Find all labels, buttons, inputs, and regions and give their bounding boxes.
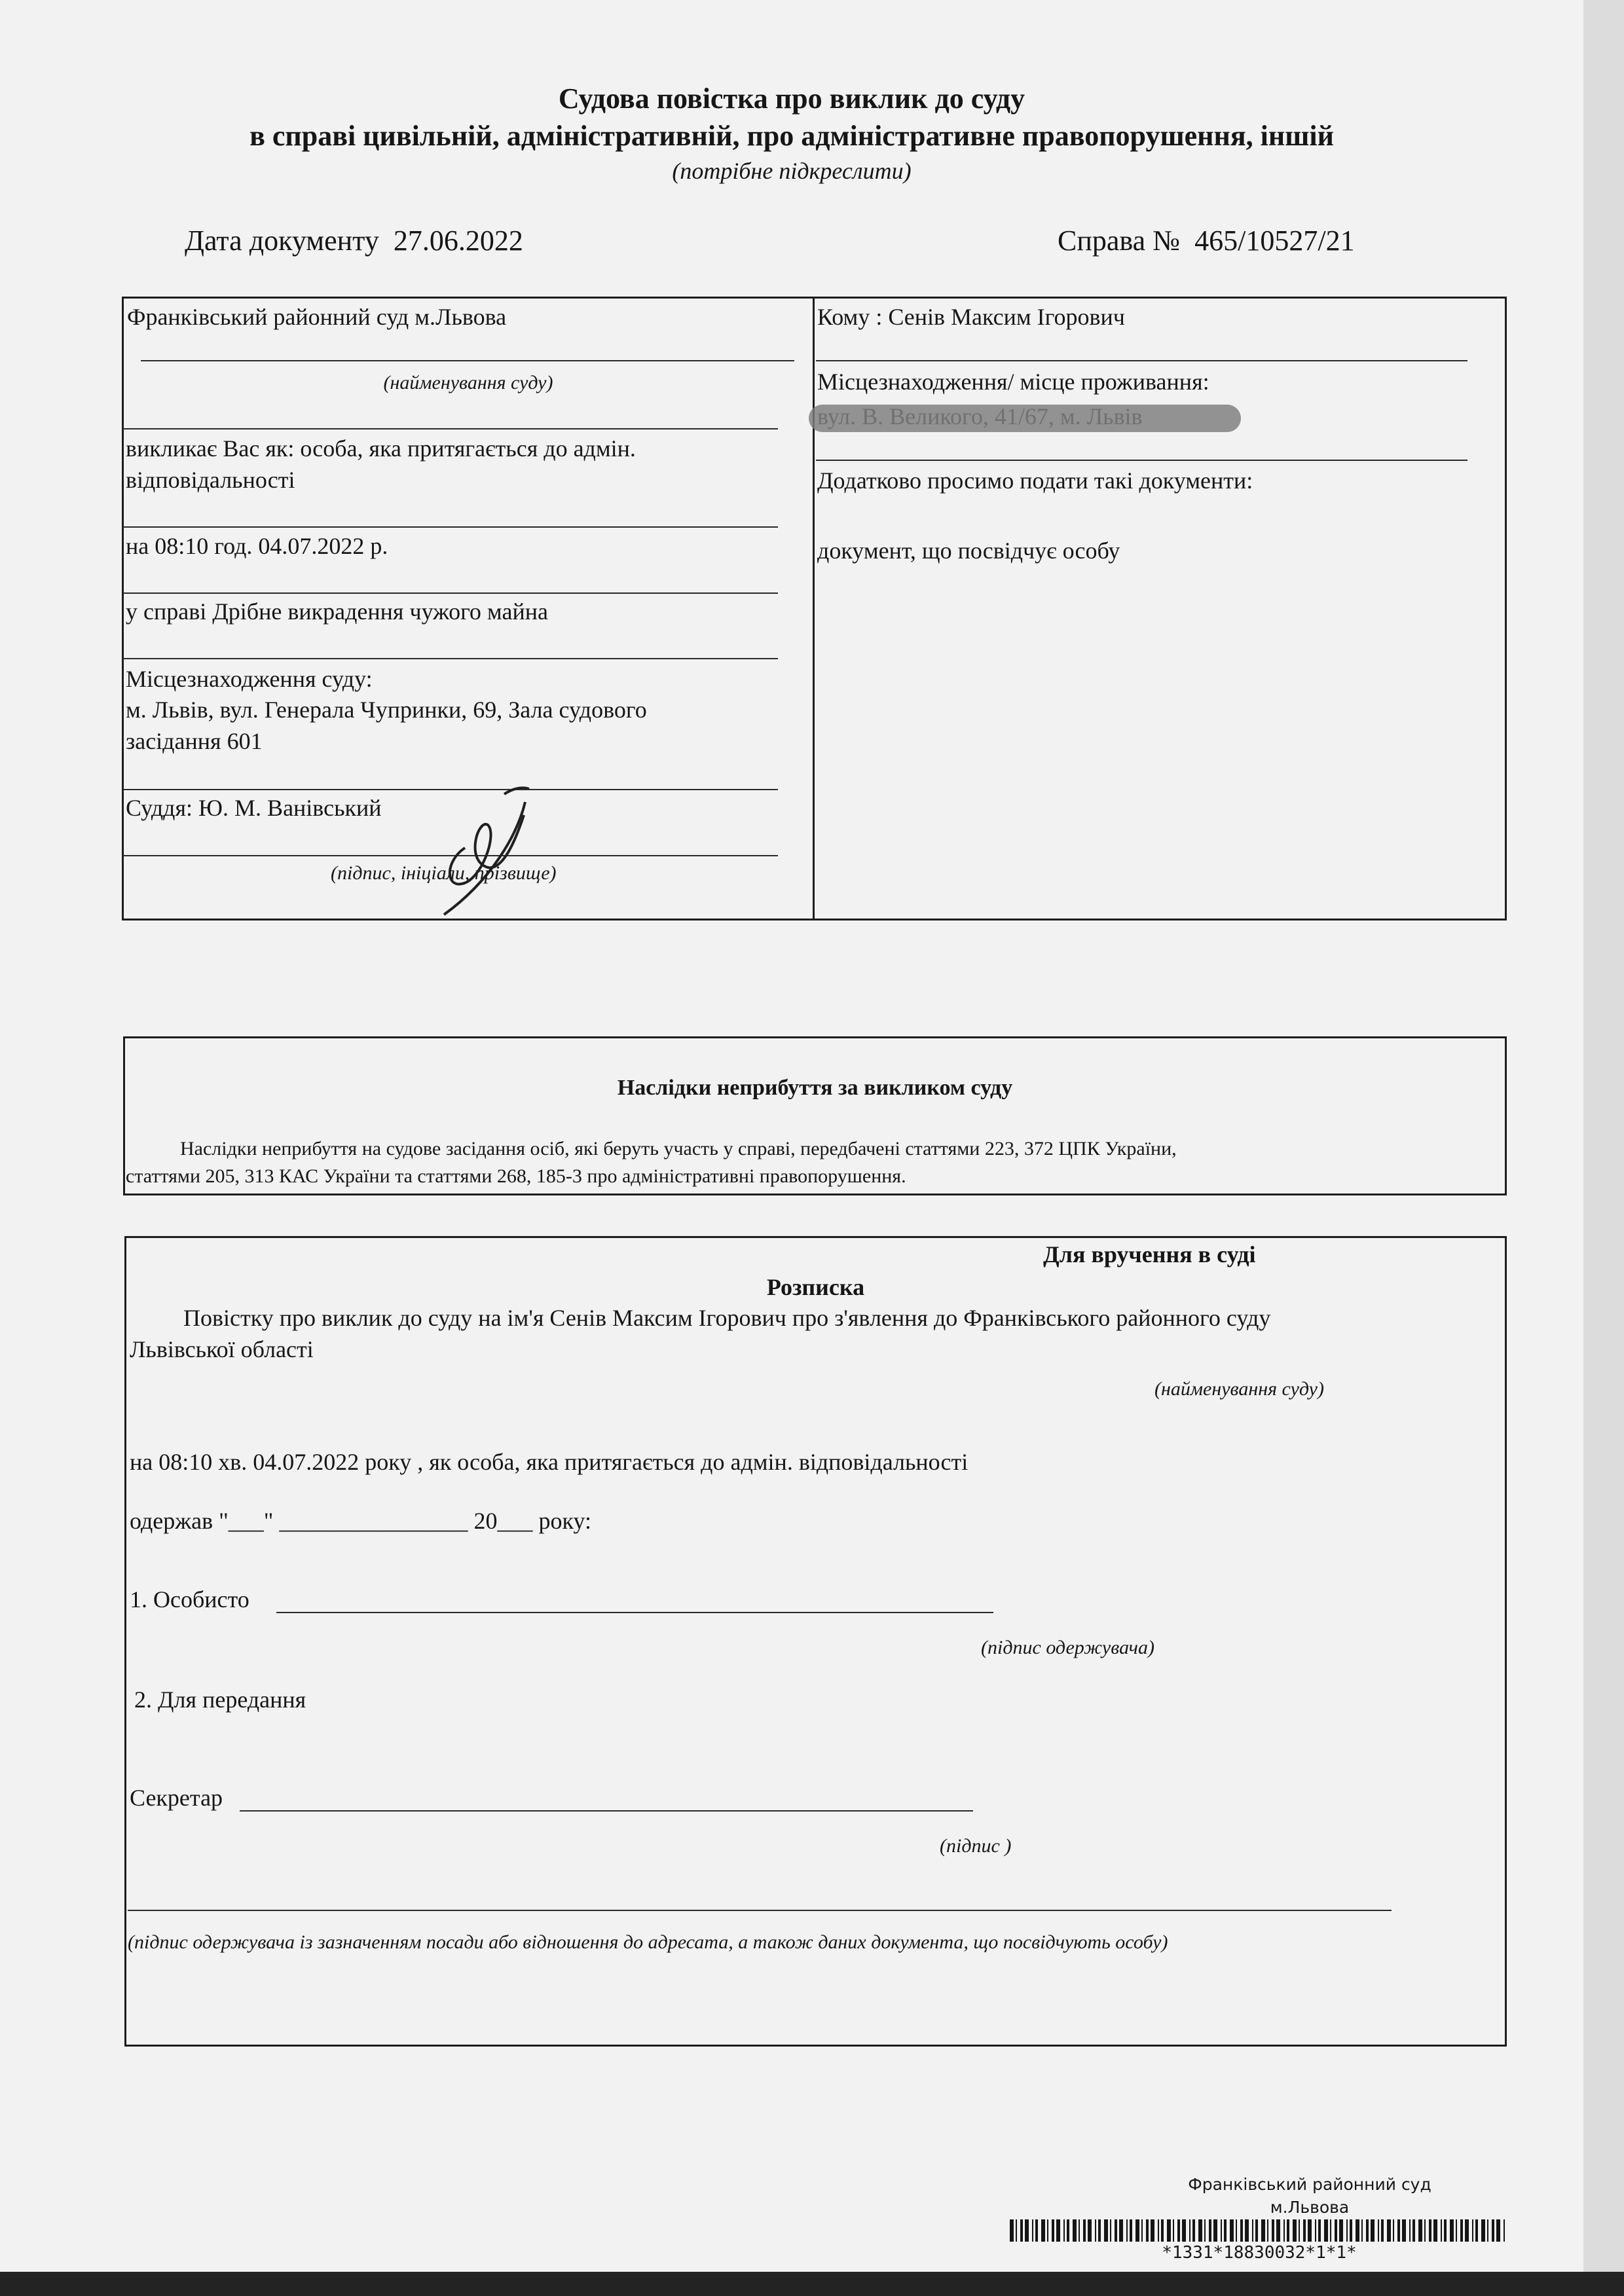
date-label: Дата документу	[185, 225, 379, 257]
receipt-box	[124, 1236, 1507, 2047]
barcode-bar	[1308, 2219, 1312, 2242]
barcode-bar	[1303, 2219, 1306, 2242]
barcode-bar	[1261, 2219, 1265, 2242]
secretary-signature-line	[240, 1810, 973, 1812]
barcode-bar	[1371, 2219, 1375, 2242]
barcode-bar	[1182, 2219, 1186, 2242]
barcode-bar	[1424, 2219, 1426, 2242]
document-date	[185, 224, 523, 257]
barcode-bar	[1110, 2219, 1111, 2242]
barcode-bar	[1067, 2219, 1069, 2242]
barcode-bar	[1492, 2219, 1494, 2242]
barcode-bar	[1504, 2219, 1505, 2242]
barcode-bar	[1141, 2219, 1143, 2242]
case-label: Справа №	[1058, 225, 1181, 257]
barcode-bar	[1381, 2219, 1384, 2242]
barcode-bar	[1146, 2219, 1149, 2242]
footer-court-line-1: Франківський районний суд	[1188, 2175, 1431, 2194]
barcode-bar	[1020, 2219, 1023, 2242]
barcode-bar	[1230, 2219, 1234, 2242]
recipient-underline	[816, 360, 1467, 361]
barcode-bar	[1487, 2219, 1488, 2242]
barcode-bar	[1496, 2219, 1500, 2242]
address-label: Місцезнаходження/ місце проживання:	[817, 369, 1209, 395]
barcode-bar	[1035, 2219, 1038, 2242]
documents-value: документ, що посвідчує особу	[817, 538, 1120, 564]
barcode-bar	[1397, 2219, 1400, 2242]
barcode-bar	[1115, 2219, 1117, 2242]
title-line-1: Судова повістка про виклик до суду	[558, 82, 1025, 115]
summons-as-line-1: викликає Вас як: особа, яка притягається до адмін.	[126, 435, 636, 462]
barcode-bar	[1016, 2219, 1017, 2242]
secretary-caption: (підпис )	[940, 1835, 1012, 1857]
case-subject: у справі Дрібне викрадення чужого майна	[126, 598, 548, 625]
personal-label: 1. Особисто	[130, 1586, 249, 1613]
barcode-bar	[1213, 2219, 1217, 2242]
title-line-2: в справі цивільній, адміністративній, про адміністративне правопорушення, іншій	[249, 120, 1334, 152]
judge-caption: (підпис, ініціали, прізвище)	[331, 862, 557, 884]
barcode-bar	[1041, 2219, 1045, 2242]
barcode-bar	[1409, 2219, 1411, 2242]
barcode-bar	[1481, 2219, 1485, 2242]
barcode-bar	[1412, 2219, 1415, 2242]
case-number	[1058, 224, 1355, 257]
row-divider-1	[123, 428, 778, 429]
barcode-bar	[1130, 2219, 1132, 2242]
barcode-bar	[1088, 2219, 1092, 2242]
barcode-bar	[1387, 2219, 1391, 2242]
barcode-bar	[1224, 2219, 1227, 2242]
barcode-bar	[1052, 2219, 1054, 2242]
barcode-bar	[1161, 2219, 1164, 2242]
barcode-bar	[1361, 2219, 1363, 2242]
judge-name: Суддя: Ю. М. Ванівський	[126, 795, 382, 821]
receipt-time-line: на 08:10 хв. 04.07.2022 року , як особа, яка притягається до адмін. відповідальності	[130, 1449, 969, 1475]
judge-signature	[426, 763, 544, 920]
barcode-bar	[1441, 2219, 1442, 2242]
summons-as-line-2: відповідальності	[126, 467, 295, 493]
address-redaction	[809, 405, 1241, 432]
barcode-bar	[1204, 2219, 1206, 2242]
court-location-line-2: засідання 601	[126, 728, 263, 754]
barcode-bar	[1330, 2219, 1331, 2242]
barcode-bar	[1356, 2219, 1359, 2242]
barcode-bar	[1025, 2219, 1029, 2242]
barcode-bar	[1350, 2219, 1352, 2242]
barcode-bar	[1444, 2219, 1447, 2242]
barcode-bar	[1283, 2219, 1285, 2242]
address-underline	[816, 460, 1467, 461]
barcode-bar	[1126, 2219, 1128, 2242]
hearing-time: на 08:10 год. 04.07.2022 р.	[126, 533, 388, 559]
recipient-signature-line	[128, 1910, 1392, 1911]
receipt-heading: Розписка	[766, 1274, 865, 1300]
barcode-bar	[1104, 2219, 1108, 2242]
barcode-bar	[1378, 2219, 1379, 2242]
recipient: Кому : Сенів Максим Ігорович	[817, 304, 1125, 330]
barcode-bar	[1032, 2219, 1033, 2242]
barcode-bar	[1402, 2219, 1406, 2242]
row-divider-3	[123, 592, 778, 594]
barcode-bar	[1151, 2219, 1154, 2242]
summons-table-divider	[813, 297, 815, 920]
barcode-bar	[1245, 2219, 1249, 2242]
barcode-bar	[1010, 2219, 1014, 2242]
barcode-bar	[1315, 2219, 1316, 2242]
barcode-bar	[1429, 2219, 1431, 2242]
for-court-label: Для вручення в суді	[1043, 1241, 1256, 1267]
court-name-underline	[141, 360, 794, 361]
barcode-bar	[1293, 2219, 1297, 2242]
receipt-line-2: Львівської області	[130, 1336, 314, 1362]
barcode-bar	[1073, 2219, 1077, 2242]
barcode-bar	[1267, 2219, 1268, 2242]
receipt-line-1: Повістку про виклик до суду на ім'я Сенів Максим Ігорович про з'явлення до Франківського районного суду	[183, 1305, 1271, 1331]
barcode-bar	[1475, 2219, 1478, 2242]
documents-label: Додатково просимо подати такі документи:	[817, 467, 1253, 494]
barcode-bar	[1209, 2219, 1211, 2242]
barcode-bar	[1198, 2219, 1202, 2242]
barcode-bar	[1221, 2219, 1222, 2242]
barcode-bar	[1098, 2219, 1101, 2242]
barcode-bar	[1393, 2219, 1394, 2242]
case-value: 465/10527/21	[1194, 225, 1355, 257]
date-value: 27.06.2022	[393, 225, 523, 257]
barcode-bar	[1456, 2219, 1457, 2242]
received-date-line: одержав "___" ________________ 20___ року:	[130, 1508, 592, 1534]
barcode-bar	[1095, 2219, 1096, 2242]
consequences-line-2: статтями 205, 313 КАС України та статтями 268, 185-3 про адміністративні правопорушення.	[126, 1165, 906, 1187]
barcode-bar	[1240, 2219, 1243, 2242]
court-location-line-1: м. Львів, вул. Генерала Чупринки, 69, Зала судового	[126, 697, 647, 723]
barcode-text: *1331*18830032*1*1*	[1162, 2243, 1357, 2263]
personal-signature-line	[276, 1612, 993, 1613]
court-location-label: Місцезнаходження суду:	[126, 666, 373, 692]
barcode-bar	[1252, 2219, 1253, 2242]
barcode-bar	[1135, 2219, 1139, 2242]
title-note: (потрібне підкреслити)	[672, 158, 912, 184]
scan-edge	[1583, 0, 1624, 2296]
barcode	[1010, 2219, 1509, 2242]
footer-court-line-2: м.Львова	[1270, 2198, 1350, 2217]
barcode-bar	[1255, 2219, 1258, 2242]
barcode-bar	[1119, 2219, 1123, 2242]
barcode-bar	[1366, 2219, 1369, 2242]
barcode-bar	[1272, 2219, 1274, 2242]
barcode-bar	[1167, 2219, 1171, 2242]
receipt-court-caption: (найменування суду)	[1154, 1378, 1324, 1400]
barcode-bar	[1318, 2219, 1321, 2242]
court-name-caption: (найменування суду)	[383, 372, 553, 393]
barcode-bar	[1189, 2219, 1190, 2242]
barcode-bar	[1433, 2219, 1437, 2242]
personal-caption: (підпис одержувача)	[981, 1637, 1154, 1658]
barcode-bar	[1047, 2219, 1048, 2242]
barcode-bar	[1339, 2219, 1343, 2242]
barcode-bar	[1063, 2219, 1065, 2242]
barcode-bar	[1418, 2219, 1422, 2242]
barcode-bar	[1276, 2219, 1280, 2242]
barcode-bar	[1299, 2219, 1300, 2242]
barcode-bar	[1158, 2219, 1159, 2242]
row-divider-4	[123, 658, 778, 659]
secretary-label: Секретар	[130, 1785, 223, 1811]
scan-bottom-edge	[0, 2272, 1624, 2296]
barcode-bar	[1472, 2219, 1473, 2242]
barcode-bar	[1177, 2219, 1180, 2242]
recipient-signature-caption: (підпис одержувача із зазначенням посади або відношення до адресата, а також даних документа, що посвідчують особу)	[128, 1931, 1168, 1953]
transfer-label: 2. Для передання	[134, 1686, 306, 1713]
barcode-bar	[1079, 2219, 1080, 2242]
barcode-bar	[1450, 2219, 1454, 2242]
consequences-line-1: Наслідки неприбуття на судове засідання осіб, які беруть участь у справі, передбачені статтями 223, 372 ЦПК України,	[180, 1138, 1177, 1159]
barcode-bar	[1465, 2219, 1469, 2242]
consequences-heading: Наслідки неприбуття за викликом суду	[617, 1076, 1013, 1100]
barcode-bar	[1346, 2219, 1348, 2242]
barcode-bar	[1056, 2219, 1060, 2242]
court-name: Франківський районний суд м.Львова	[127, 304, 507, 330]
barcode-bar	[1335, 2219, 1337, 2242]
barcode-bar	[1460, 2219, 1463, 2242]
barcode-bar	[1324, 2219, 1328, 2242]
barcode-bar	[1287, 2219, 1289, 2242]
barcode-bar	[1192, 2219, 1195, 2242]
barcode-bar	[1236, 2219, 1237, 2242]
row-divider-2	[123, 526, 778, 528]
barcode-bar	[1083, 2219, 1086, 2242]
barcode-bar	[1173, 2219, 1174, 2242]
